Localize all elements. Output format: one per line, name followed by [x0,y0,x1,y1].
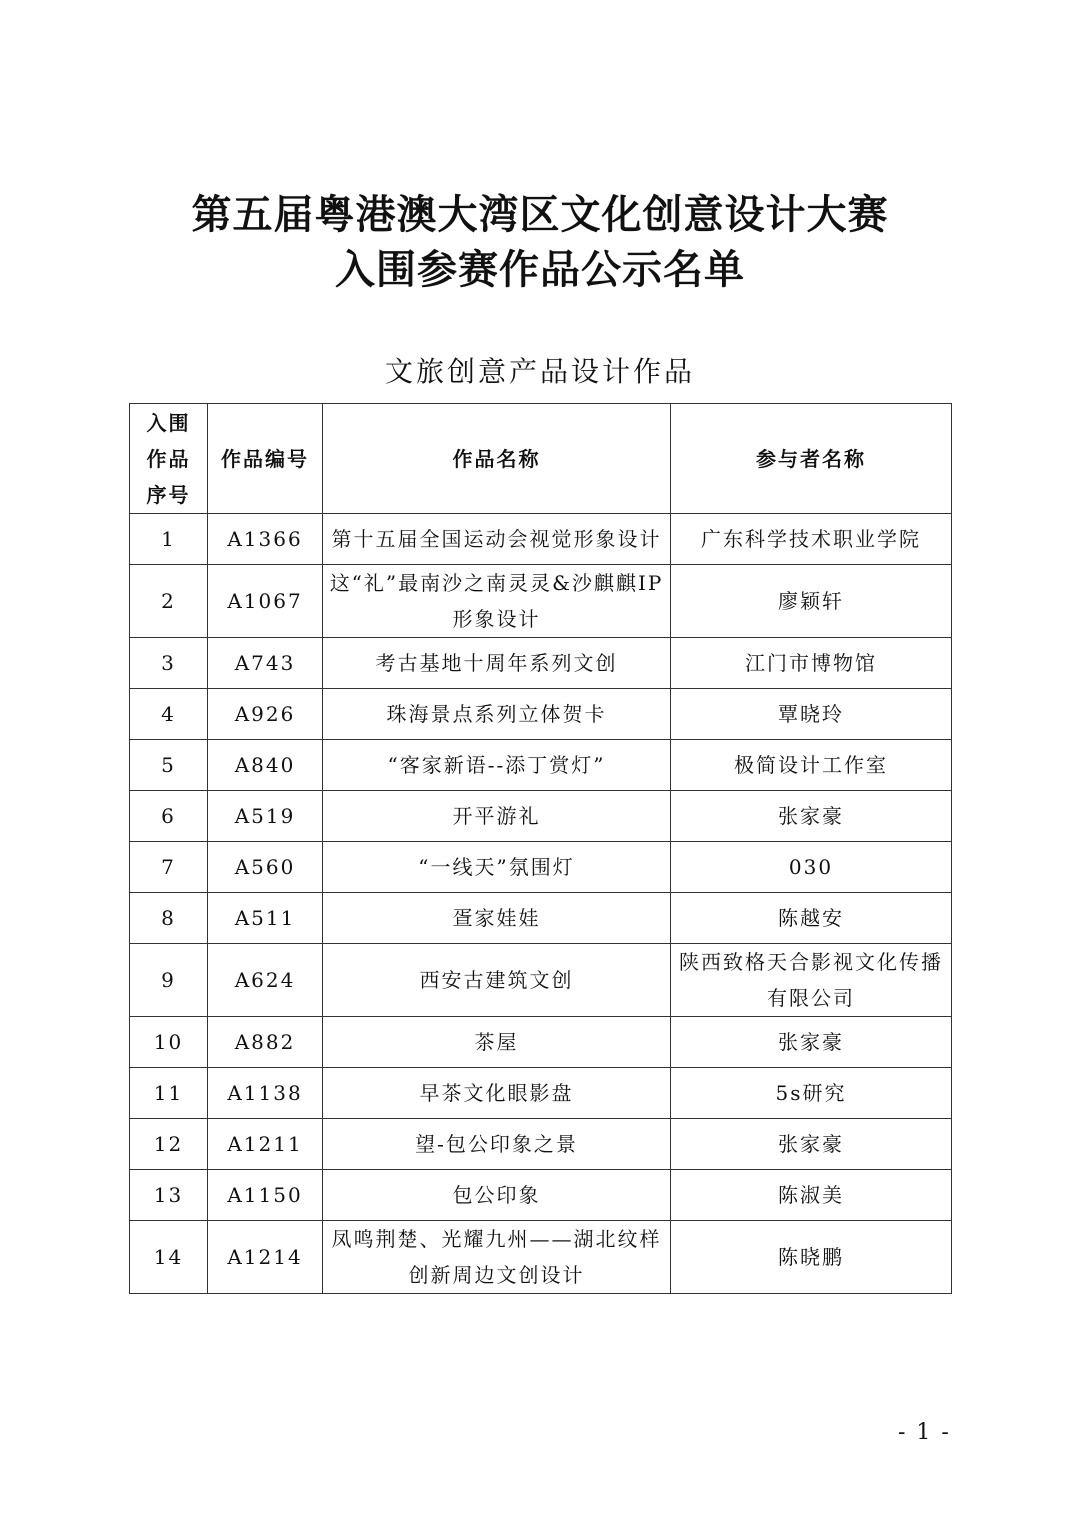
cell-code: A1214 [208,1221,323,1294]
cell-name: 这“礼”最南沙之南灵灵&沙麒麒IP形象设计 [323,565,671,638]
cell-name: 疍家娃娃 [323,893,671,944]
cell-participant: 极简设计工作室 [671,740,952,791]
cell-code: A1067 [208,565,323,638]
table-row [130,1068,952,1119]
table-row [130,1170,952,1221]
column-header-no: 入围作品序号 [130,404,208,514]
cell-no: 12 [130,1119,208,1170]
entries-table [129,403,952,1294]
cell-participant: 覃晓玲 [671,689,952,740]
cell-participant: 陈越安 [671,893,952,944]
cell-code: A1150 [208,1170,323,1221]
table-row [130,944,952,1017]
cell-participant: 廖颖轩 [671,565,952,638]
cell-no: 13 [130,1170,208,1221]
cell-no: 1 [130,514,208,565]
table-row [130,689,952,740]
section-subtitle: 文旅创意产品设计作品 [384,355,695,388]
table-row [130,893,952,944]
cell-code: A840 [208,740,323,791]
table-header-row [130,404,952,514]
cell-participant: 广东科学技术职业学院 [671,514,952,565]
cell-participant: 张家豪 [671,1119,952,1170]
table-row [130,1119,952,1170]
table-row [130,740,952,791]
cell-no: 2 [130,565,208,638]
cell-code: A519 [208,791,323,842]
cell-name: 凤鸣荆楚、光耀九州——湖北纹样创新周边文创设计 [323,1221,671,1294]
table-row [130,514,952,565]
table-row [130,565,952,638]
cell-code: A926 [208,689,323,740]
table-row [130,638,952,689]
cell-code: A560 [208,842,323,893]
cell-name: 西安古建筑文创 [323,944,671,1017]
page-title: 第五届粤港澳大湾区文化创意设计大赛 [191,191,889,238]
table-row [130,842,952,893]
cell-no: 14 [130,1221,208,1294]
cell-code: A624 [208,944,323,1017]
cell-no: 11 [130,1068,208,1119]
cell-no: 10 [130,1017,208,1068]
cell-code: A1138 [208,1068,323,1119]
cell-code: A1366 [208,514,323,565]
column-header-code: 作品编号 [208,404,323,514]
cell-no: 8 [130,893,208,944]
cell-name: 开平游礼 [323,791,671,842]
cell-no: 9 [130,944,208,1017]
cell-name: 茶屋 [323,1017,671,1068]
cell-code: A882 [208,1017,323,1068]
cell-code: A743 [208,638,323,689]
cell-participant: 张家豪 [671,791,952,842]
cell-name: 望-包公印象之景 [323,1119,671,1170]
cell-participant: 陈淑美 [671,1170,952,1221]
cell-no: 5 [130,740,208,791]
column-header-name: 作品名称 [323,404,671,514]
cell-participant: 江门市博物馆 [671,638,952,689]
cell-name: “一线天”氛围灯 [323,842,671,893]
page-title-line2: 入围参赛作品公示名单 [335,246,745,293]
cell-participant: 5s研究 [671,1068,952,1119]
cell-no: 4 [130,689,208,740]
page-number: - 1 - [898,1420,951,1445]
cell-no: 7 [130,842,208,893]
cell-code: A1211 [208,1119,323,1170]
column-header-participant: 参与者名称 [671,404,952,514]
table-row [130,1017,952,1068]
cell-no: 6 [130,791,208,842]
cell-name: 包公印象 [323,1170,671,1221]
cell-name: “客家新语--添丁赏灯” [323,740,671,791]
cell-participant: 陈晓鹏 [671,1221,952,1294]
cell-name: 珠海景点系列立体贺卡 [323,689,671,740]
cell-code: A511 [208,893,323,944]
cell-participant: 张家豪 [671,1017,952,1068]
cell-participant: 陕西致格天合影视文化传播有限公司 [671,944,952,1017]
cell-name: 考古基地十周年系列文创 [323,638,671,689]
table-row [130,791,952,842]
table-row [130,1221,952,1294]
cell-name: 早茶文化眼影盘 [323,1068,671,1119]
cell-name: 第十五届全国运动会视觉形象设计 [323,514,671,565]
cell-participant: 030 [671,842,952,893]
cell-no: 3 [130,638,208,689]
